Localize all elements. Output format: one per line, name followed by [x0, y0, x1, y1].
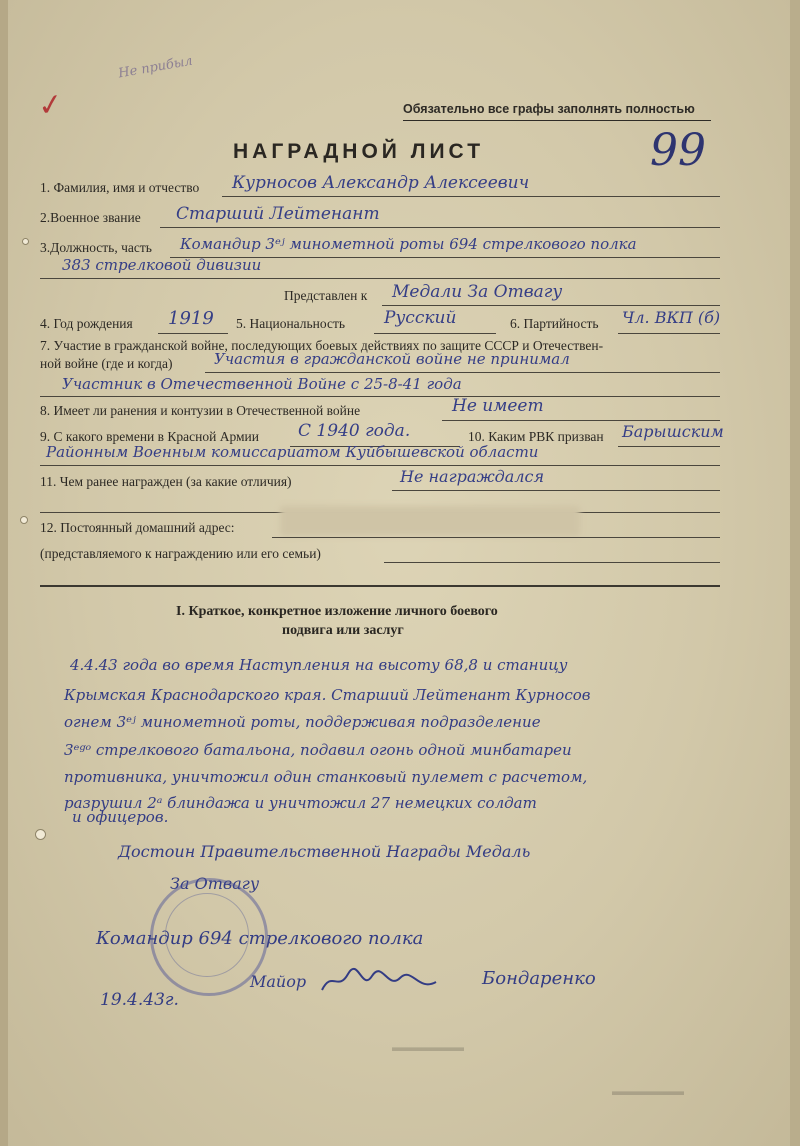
field-6-label: 6. Партийность	[510, 316, 599, 331]
field-7-value-2: Участник в Отечественной Войне с 25-8-41 года	[62, 375, 462, 393]
field-7-line	[205, 372, 720, 373]
field-4-line	[158, 333, 228, 334]
document-title: НАГРАДНОЙ ЛИСТ	[233, 140, 485, 163]
punch-hole	[35, 829, 46, 840]
sheet-number: 99	[650, 125, 706, 176]
narrative-line-3: огнем 3ᵉʲ минометной роты, поддерживая подразделение	[64, 713, 541, 731]
field-7-label: 7. Участие в гражданской войне, последующих боевых действиях по защите СССР и Отечествен-	[40, 338, 604, 353]
field-7-line-2	[40, 396, 720, 397]
field-5-value: Русский	[384, 308, 457, 328]
punch-hole	[20, 516, 28, 524]
field-11-value: Не награждался	[400, 467, 545, 486]
narrative-line-5: противника, уничтожил один станковый пулемет с расчетом,	[64, 768, 588, 786]
field-4-value: 1919	[168, 308, 214, 329]
narrative-line-1: 4.4.43 года во время Наступления на высоту 68,8 и станицу	[70, 656, 568, 674]
field-11-label: 11. Чем ранее награжден (за какие отличия)	[40, 474, 292, 489]
field-3-label: 3.Должность, часть	[40, 240, 152, 255]
award-recommendation-2: За Отвагу	[170, 874, 260, 893]
presented-label: Представлен к	[284, 288, 368, 303]
presented-value: Медали За Отвагу	[392, 282, 563, 302]
field-10-value-2: Районным Военным комиссариатом Куйбышевской области	[46, 443, 539, 461]
paper-edge-right	[790, 0, 800, 1146]
field-5-label: 5. Национальность	[236, 316, 346, 331]
bleed-through-mark: ▬▬▬▬▬▬	[392, 1040, 464, 1054]
section-divider	[40, 585, 720, 587]
field-11-line	[392, 490, 720, 491]
redacted-address	[280, 506, 580, 536]
field-1-line	[222, 196, 720, 197]
field-5-line	[374, 333, 496, 334]
corner-note: Не прибыл	[117, 53, 194, 82]
commander-title: Командир 694 стрелкового полка	[96, 928, 424, 949]
narrative-line-2: Крымская Краснодарского края. Старший Лейтенант Курносов	[64, 686, 591, 704]
field-10-line	[618, 446, 720, 447]
field-2-line	[160, 227, 720, 228]
field-10-line-2	[40, 465, 720, 466]
punch-hole	[22, 238, 29, 245]
field-1-value: Курносов Александр Алексеевич	[232, 173, 530, 193]
notice-underline	[403, 120, 711, 121]
field-12-label-2: (представляемого к награждению или его семьи)	[40, 546, 321, 561]
commander-name: Бондаренко	[482, 968, 596, 989]
section-heading: I. Краткое, конкретное изложение личного боевого	[176, 604, 498, 619]
field-7-value: Участия в гражданской войне не принимал	[214, 350, 570, 368]
field-7-label-2: ной войне (где и когда)	[40, 356, 173, 371]
narrative-line-7: и офицеров.	[72, 808, 169, 826]
field-9-label: 9. С какого времени в Красной Армии	[40, 429, 259, 444]
field-6-value: Чл. ВКП (б)	[622, 308, 721, 327]
commander-rank: Майор	[250, 972, 307, 991]
field-2-value: Старший Лейтенант	[176, 204, 380, 224]
field-8-value: Не имеет	[452, 396, 544, 416]
narrative-line-6: разрушил 2ᵃ блиндажа и уничтожил 27 немецких солдат	[64, 794, 537, 812]
presented-line	[382, 305, 720, 306]
field-8-line	[442, 420, 720, 421]
field-8-label: 8. Имеет ли ранения и контузии в Отечественной войне	[40, 403, 361, 418]
commander-signature	[318, 962, 448, 1000]
award-recommendation: Достоин Правительственной Награды Медаль	[118, 842, 531, 861]
field-3-value: Командир 3ᵉʲ минометной роты 694 стрелкового полка	[180, 235, 637, 253]
field-4-label: 4. Год рождения	[40, 316, 133, 331]
field-1-label: 1. Фамилия, имя и отчество	[40, 180, 200, 195]
sheet-date: 19.4.43г.	[100, 990, 179, 1010]
paper-edge-left	[0, 0, 8, 1146]
field-9-value: С 1940 года.	[298, 421, 411, 441]
field-3-value-2: 383 стрелковой дивизии	[62, 256, 262, 274]
field-6-line	[618, 333, 720, 334]
section-heading-2: подвига или заслуг	[282, 623, 404, 638]
narrative-line-4: 3ᵉᵍᵒ стрелкового батальона, подавил огонь одной минбатареи	[64, 741, 572, 759]
field-12-label: 12. Постоянный домашний адрес:	[40, 520, 235, 535]
field-10-value: Барышским	[622, 422, 724, 441]
field-12-line	[272, 537, 720, 538]
field-10-label: 10. Каким РВК призван	[468, 429, 604, 444]
field-3-line-2	[40, 278, 720, 279]
bleed-through-mark: ▬▬▬▬▬▬	[612, 1084, 684, 1098]
field-12-line-2	[384, 562, 720, 563]
field-2-label: 2.Военное звание	[40, 210, 141, 225]
fill-instructions: Обязательно все графы заполнять полностью	[403, 102, 695, 116]
red-check-mark-icon: ✓	[35, 86, 66, 125]
